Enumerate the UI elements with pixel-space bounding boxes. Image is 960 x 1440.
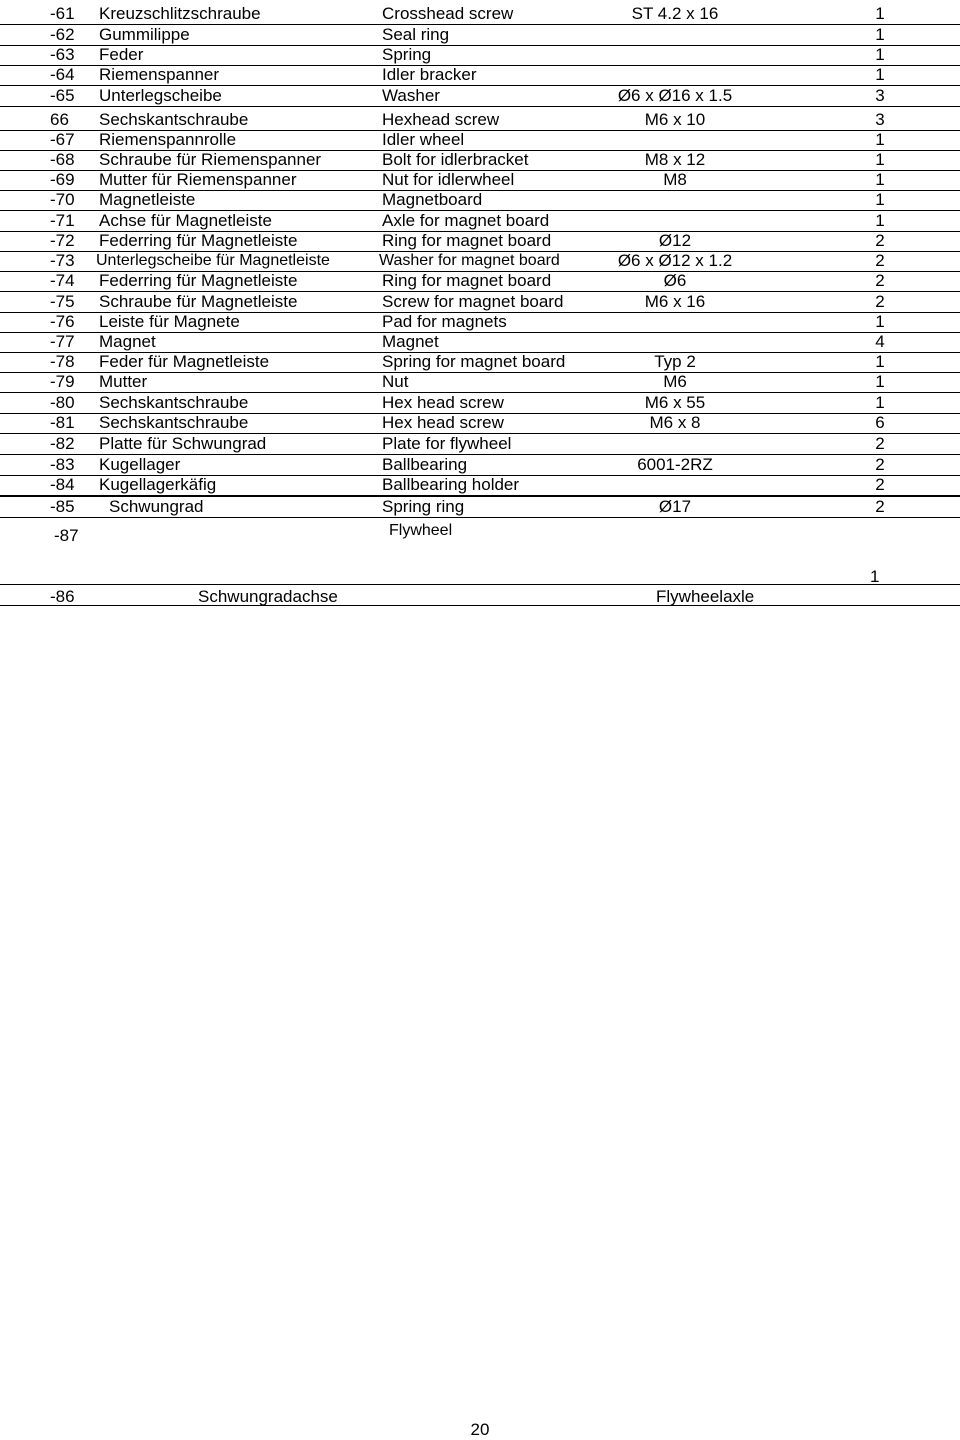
part-number: -73 — [50, 251, 75, 270]
part-size: Ø6 — [663, 271, 687, 290]
part-quantity: 2 — [875, 475, 885, 494]
part-quantity: 2 — [875, 497, 885, 516]
part-name-de: Platte für Schwungrad — [99, 434, 267, 453]
part-size: Ø6 x Ø12 x 1.2 — [617, 251, 733, 270]
part-name-en: Magnetboard — [382, 190, 483, 209]
row-separator — [0, 584, 960, 585]
part-name-de: Feder — [99, 45, 144, 64]
part-name-de: Mutter für Riemenspanner — [99, 170, 297, 189]
parts-row — [0, 352, 960, 374]
part-number: -78 — [50, 352, 75, 371]
part-name-de: Sechskantschraube — [99, 413, 249, 432]
part-quantity: 1 — [875, 211, 885, 230]
part-number: -76 — [50, 312, 75, 331]
parts-row — [0, 150, 960, 172]
part-quantity: 2 — [875, 434, 885, 453]
parts-row — [0, 170, 960, 192]
part-quantity: 1 — [875, 25, 885, 44]
parts-row — [0, 455, 960, 477]
part-size: M6 x 55 — [644, 393, 706, 412]
parts-row — [0, 190, 960, 212]
part-name-en: Idler wheel — [382, 130, 465, 149]
part-size: Ø6 x Ø16 x 1.5 — [617, 86, 733, 105]
part-name-de: Sechskantschraube — [99, 393, 249, 412]
part-name-en: Hex head screw — [382, 413, 504, 432]
parts-row — [0, 231, 960, 253]
part-name-de: Federring für Magnetleiste — [99, 231, 298, 250]
part-name-en: Pad for magnets — [382, 312, 507, 331]
part-quantity: 2 — [875, 455, 885, 474]
part-size: M8 — [663, 170, 687, 189]
part-quantity: 2 — [875, 251, 885, 270]
part-name-en: Bolt for idlerbracket — [382, 150, 529, 169]
part-size: ST 4.2 x 16 — [631, 4, 719, 23]
part-name-en: Spring for magnet board — [382, 352, 566, 371]
parts-list-table — [0, 0, 960, 620]
part-name-en: Nut for idlerwheel — [382, 170, 515, 189]
part-name-de: Leiste für Magnete — [99, 312, 240, 331]
parts-row — [0, 4, 960, 26]
page-number: 20 — [470, 1420, 490, 1439]
part-number: -85 — [50, 497, 75, 516]
part-name-en: Nut — [382, 372, 409, 391]
part-name-en: Crosshead screw — [382, 4, 514, 23]
row-separator — [0, 517, 960, 518]
part-name-en: Spring ring — [382, 497, 465, 516]
part-name-de: Sechskantschraube — [99, 110, 249, 129]
parts-row — [0, 271, 960, 293]
part-quantity: 1 — [875, 372, 885, 391]
parts-row — [0, 312, 960, 334]
part-name-en: Idler bracker — [382, 65, 477, 84]
part-number: -74 — [50, 271, 75, 290]
part-quantity: 1 — [875, 170, 885, 189]
part-number: -62 — [50, 25, 75, 44]
part-name-en: Washer for magnet board — [379, 252, 560, 269]
part-name-en: Flywheel — [389, 522, 453, 539]
part-name-de: Unterlegscheibe für Magnetleiste — [96, 252, 330, 269]
parts-row — [0, 372, 960, 394]
part-number: -70 — [50, 190, 75, 209]
part-quantity: 1 — [875, 150, 885, 169]
part-quantity: 1 — [875, 190, 885, 209]
part-number: -79 — [50, 372, 75, 391]
part-quantity: 1 — [875, 130, 885, 149]
part-name-en: Plate for flywheel — [382, 434, 512, 453]
part-name-de: Mutter — [99, 372, 148, 391]
part-number: -81 — [50, 413, 75, 432]
part-size: M6 — [663, 372, 687, 391]
part-quantity: 1 — [870, 567, 880, 586]
part-name-de: Unterlegscheibe — [99, 86, 222, 105]
part-quantity: 1 — [875, 312, 885, 331]
part-number: -84 — [50, 475, 75, 494]
parts-row — [0, 211, 960, 233]
parts-row — [0, 45, 960, 67]
part-name-en: Flywheelaxle — [656, 587, 755, 606]
parts-row — [0, 110, 960, 132]
part-name-de: Achse für Magnetleiste — [99, 211, 272, 230]
part-size: 6001-2RZ — [637, 455, 713, 474]
part-name-de: Schraube für Riemenspanner — [99, 150, 322, 169]
part-number: -82 — [50, 434, 75, 453]
part-name-de: Magnet — [99, 332, 156, 351]
part-name-de: Riemenspannrolle — [99, 130, 237, 149]
parts-row — [0, 475, 960, 497]
part-name-de: Schraube für Magnetleiste — [99, 292, 298, 311]
part-quantity: 1 — [875, 65, 885, 84]
parts-row — [0, 65, 960, 87]
parts-row — [0, 497, 960, 519]
part-number: -83 — [50, 455, 75, 474]
parts-row — [0, 393, 960, 415]
part-quantity: 2 — [875, 292, 885, 311]
part-number: -71 — [50, 211, 75, 230]
part-size: M8 x 12 — [644, 150, 706, 169]
part-name-en: Washer — [382, 86, 440, 105]
part-quantity: 2 — [875, 271, 885, 290]
part-name-en: Hexhead screw — [382, 110, 500, 129]
part-size: Typ 2 — [654, 352, 696, 371]
part-name-en: Ballbearing holder — [382, 475, 520, 494]
part-number: -87 — [54, 526, 79, 545]
part-quantity: 4 — [875, 332, 885, 351]
part-quantity: 3 — [875, 86, 885, 105]
part-name-en: Axle for magnet board — [382, 211, 550, 230]
part-name-en: Magnet — [382, 332, 439, 351]
part-name-de: Riemenspanner — [99, 65, 220, 84]
part-number: -68 — [50, 150, 75, 169]
part-name-en: Spring — [382, 45, 432, 64]
parts-row — [0, 413, 960, 435]
parts-row — [0, 434, 960, 456]
part-number: 66 — [50, 110, 69, 129]
part-number: -75 — [50, 292, 75, 311]
part-size: M6 x 10 — [644, 110, 706, 129]
part-quantity: 2 — [875, 231, 885, 250]
part-name-de: Kugellager — [99, 455, 181, 474]
part-quantity: 1 — [875, 393, 885, 412]
part-name-en: Ring for magnet board — [382, 231, 552, 250]
part-number: -61 — [50, 4, 75, 23]
parts-row — [0, 251, 960, 273]
part-name-en: Ring for magnet board — [382, 271, 552, 290]
part-name-de: Magnetleiste — [99, 190, 196, 209]
part-name-de: Gummilippe — [99, 25, 190, 44]
part-name-de: Kugellagerkäfig — [99, 475, 217, 494]
parts-row — [0, 86, 960, 108]
part-number: -77 — [50, 332, 75, 351]
part-name-de: Federring für Magnetleiste — [99, 271, 298, 290]
parts-row — [0, 332, 960, 354]
part-name-de: Kreuzschlitzschraube — [99, 4, 261, 23]
part-size: M6 x 16 — [644, 292, 706, 311]
part-name-en: Hex head screw — [382, 393, 504, 412]
row-separator — [0, 605, 960, 606]
part-name-en: Seal ring — [382, 25, 450, 44]
part-number: -64 — [50, 65, 75, 84]
part-number: -80 — [50, 393, 75, 412]
part-name-en: Screw for magnet board — [382, 292, 564, 311]
part-quantity: 1 — [875, 45, 885, 64]
part-quantity: 3 — [875, 110, 885, 129]
part-number: -67 — [50, 130, 75, 149]
part-name-de: Feder für Magnetleiste — [99, 352, 270, 371]
part-name-en: Ballbearing — [382, 455, 468, 474]
part-name-de: Schwungrad — [109, 497, 204, 516]
parts-row — [0, 25, 960, 47]
part-quantity: 1 — [875, 4, 885, 23]
part-number: -63 — [50, 45, 75, 64]
part-quantity: 6 — [875, 413, 885, 432]
part-size: M6 x 8 — [649, 413, 701, 432]
parts-row — [0, 292, 960, 314]
parts-row — [0, 130, 960, 152]
part-number: -65 — [50, 86, 75, 105]
part-size: Ø17 — [658, 497, 692, 516]
part-size: Ø12 — [658, 231, 692, 250]
part-quantity: 1 — [875, 352, 885, 371]
part-number: -86 — [50, 587, 75, 606]
part-name-de: Schwungradachse — [198, 587, 338, 606]
part-number: -72 — [50, 231, 75, 250]
row-separator — [0, 106, 960, 107]
part-number: -69 — [50, 170, 75, 189]
